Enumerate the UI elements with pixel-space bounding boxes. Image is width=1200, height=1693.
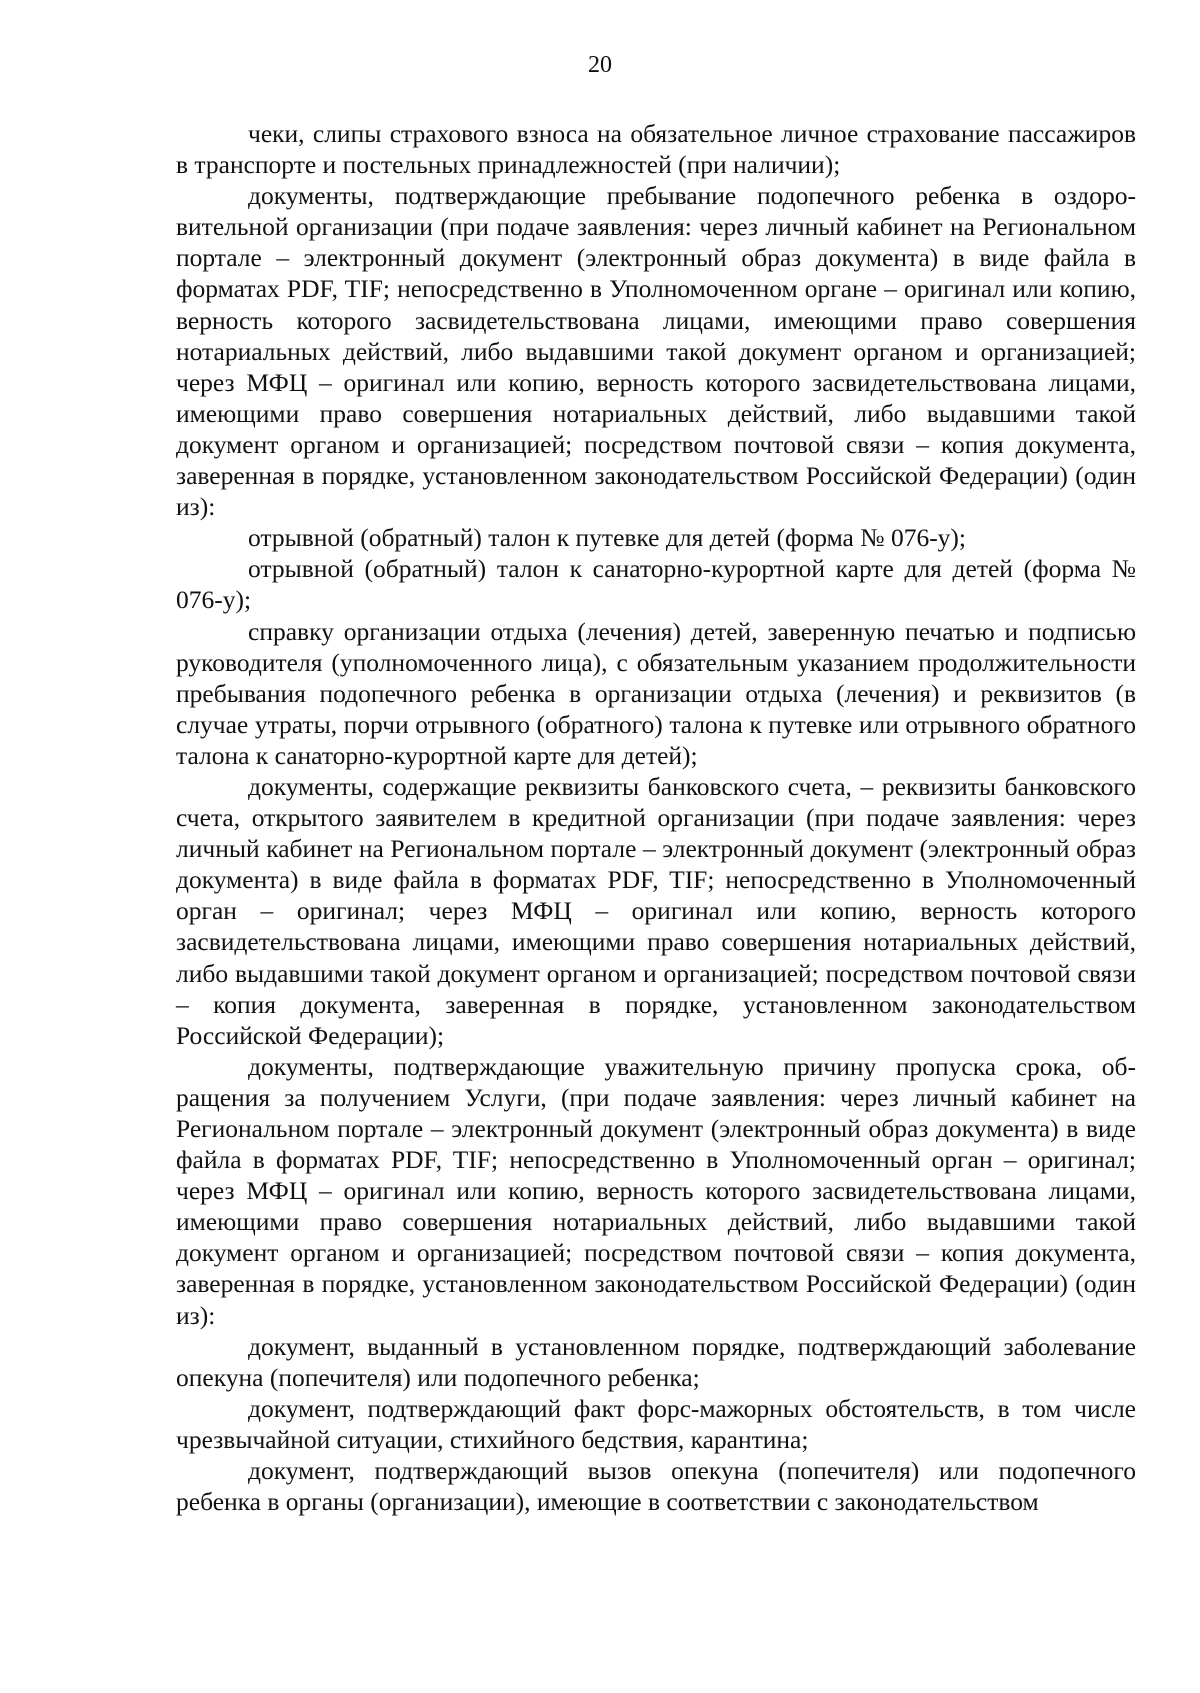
list-item-organization-certificate: справку организации отдыха (лечения) детей, заверенную печатью и подписью руководителя (уполномоченного лица), с обязательным указанием продолжительности пребывания подопечного ребенка в организации отдыха (лечения) и реквизитов (в случае утраты, порчи отрывного (обратного) талона к путевке или отрывного обратного талона к санаторно-курортной карте для детей); (176, 616, 1136, 770)
list-item-illness-document: документ, выданный в установленном порядке, подтверждающий заболевание опекуна (попечителя) или подопечного ребенка; (176, 1331, 1136, 1392)
page-number: 20 (588, 52, 612, 78)
list-item-force-majeure-document: документ, подтверждающий факт форс-мажорных обстоятельств, в том числе чрезвычайной ситуации, стихийного бедствия, карантина; (176, 1393, 1136, 1454)
paragraph-bank-details: документы, содержащие реквизиты банковского счета, – реквизиты банковского счета, открытого заявителем в кредитной организации (при подаче заявления: через личный кабинет на Региональном портале – электронный документ (электронный образ документа) в виде файла в форматах PDF, TIF; непосредственно в Уполномоченный орган – оригинал; через МФЦ – оригинал или копию, верность которого засвидетельствована лицами, имеющими право совершения нотариальных действий, либо выдавшими такой документ органом и организацией; посредством почтовой связи – копия документа, заверенная в порядке, установленном законодательством Российской Федерации); (176, 771, 1136, 1050)
paragraph-insurance-receipts: чеки, слипы страхового взноса на обязательное личное страхование пассажиров в транспорте и постельных принадлежностей (при наличии); (176, 119, 1136, 180)
paragraph-valid-reason: документы, подтверждающие уважительную причину пропуска срока, обращения за получением Услуги, (при подаче заявления: через личный кабинет на Региональном портале – электронный документ (электронный образ документа) в виде файла в форматах PDF, TIF; непосредственно в Уполномоченный орган – оригинал; через МФЦ – оригинал или копию, верность которого засвидетельствована лицами, имеющими право совершения нотариальных действий, либо выдавшими такой документ органом и организацией; посредством почтовой связи – копия документа, заверенная в порядке, установленном законодательством Российской Федерации) (один из): (176, 1051, 1136, 1330)
list-item-voucher-coupon: отрывной (обратный) талон к путевке для детей (форма № 076-у); (248, 523, 967, 553)
list-item-summons-document: документ, подтверждающий вызов опекуна (попечителя) или подопечного ребенка в органы (организации), имеющие в соответствии с законодательством (176, 1456, 1136, 1517)
paragraph-stay-documents: документы, подтверждающие пребывание подопечного ребенка в оздоровительной организации (при подаче заявления: через личный кабинет на Региональном портале – электронный документ (электронный образ документа) в виде файла в форматах PDF, TIF; непосредственно в Уполномоченном органе – оригинал или копию, верность которого засвидетельствована лицами, имеющими право совершения нотариальных действий, либо выдавшими такой документ органом и организацией; через МФЦ – оригинал или копию, верность которого засвидетельствована лицами, имеющими право совершения нотариальных действий, либо выдавшими такой документ органом и организацией; посредством почтовой связи – копия документа, заверенная в порядке, установленном законодательством Российской Федерации) (один из): (176, 181, 1136, 522)
list-item-sanatorium-coupon: отрывной (обратный) талон к санаторно-курортной карте для детей (форма № 076-у); (176, 554, 1136, 615)
document-body (176, 118, 1136, 1517)
